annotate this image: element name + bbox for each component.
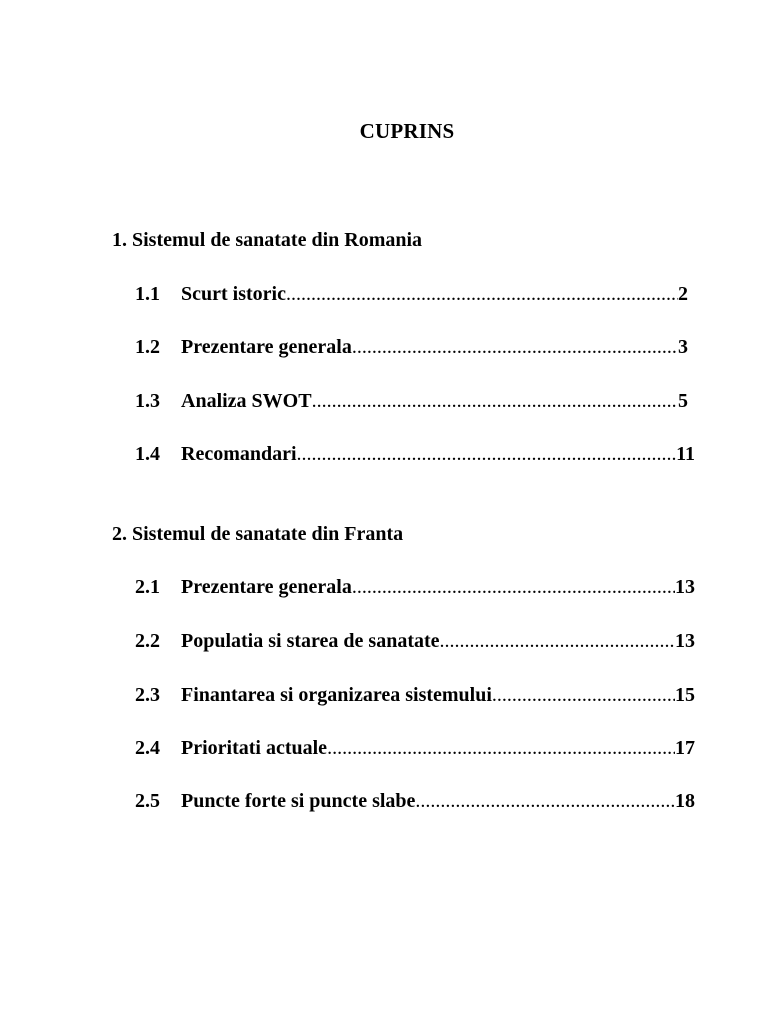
toc-entry-label: Analiza SWOT [181, 390, 312, 412]
toc-entry-number: 1.1 [135, 283, 160, 305]
toc-entry-number: 2.5 [135, 790, 160, 812]
toc-entry-label: Prezentare generala [181, 336, 352, 358]
toc-entry-page: 13 [675, 630, 695, 652]
toc-entry-label: Prioritati actuale [181, 737, 328, 759]
toc-entry-label: Populatia si starea de sanatate [181, 630, 440, 652]
toc-leader-dots [286, 283, 678, 306]
toc-entry-label: Recomandari [181, 443, 297, 465]
toc-entry [135, 790, 695, 816]
toc-entry-page: 2 [678, 283, 688, 305]
toc-entry-page: 11 [676, 443, 695, 465]
toc-entry [135, 630, 695, 656]
toc-entry [135, 283, 688, 309]
toc-leader-dots [352, 576, 675, 599]
toc-entry [135, 576, 695, 602]
toc-entry [135, 336, 688, 362]
toc-entry-page: 13 [675, 576, 695, 598]
document-title: CUPRINS [359, 119, 455, 143]
toc-entry-page: 18 [675, 790, 695, 812]
toc-leader-dots [297, 443, 677, 466]
toc-entry-number: 2.3 [135, 684, 160, 706]
toc-entry-label: Prezentare generala [181, 576, 352, 598]
toc-entry [135, 390, 688, 416]
toc-leader-dots [415, 790, 675, 813]
toc-entry [135, 737, 695, 763]
toc-entry-number: 1.4 [135, 443, 160, 465]
toc-entry-number: 2.4 [135, 737, 160, 759]
toc-leader-dots [440, 630, 675, 653]
toc-entry-label: Scurt istoric [181, 283, 286, 305]
toc-entry-number: 1.3 [135, 390, 160, 412]
section-heading-1: 1. Sistemul de sanatate din Romania [112, 229, 423, 251]
section-heading-2: 2. Sistemul de sanatate din Franta [112, 523, 404, 545]
toc-entry-page: 17 [675, 737, 695, 759]
toc-entry [135, 443, 695, 469]
toc-leader-dots [492, 684, 675, 707]
toc-entry-page: 5 [678, 390, 688, 412]
toc-entry [135, 684, 695, 710]
toc-leader-dots [327, 737, 675, 760]
toc-entry-number: 1.2 [135, 336, 160, 358]
toc-entry-label: Puncte forte si puncte slabe [181, 790, 416, 812]
toc-entry-number: 2.2 [135, 630, 160, 652]
toc-entry-page: 3 [678, 336, 688, 358]
toc-leader-dots [312, 390, 678, 413]
toc-entry-page: 15 [675, 684, 695, 706]
toc-leader-dots [352, 336, 678, 359]
toc-entry-number: 2.1 [135, 576, 160, 598]
toc-entry-label: Finantarea si organizarea sistemului [181, 684, 492, 706]
